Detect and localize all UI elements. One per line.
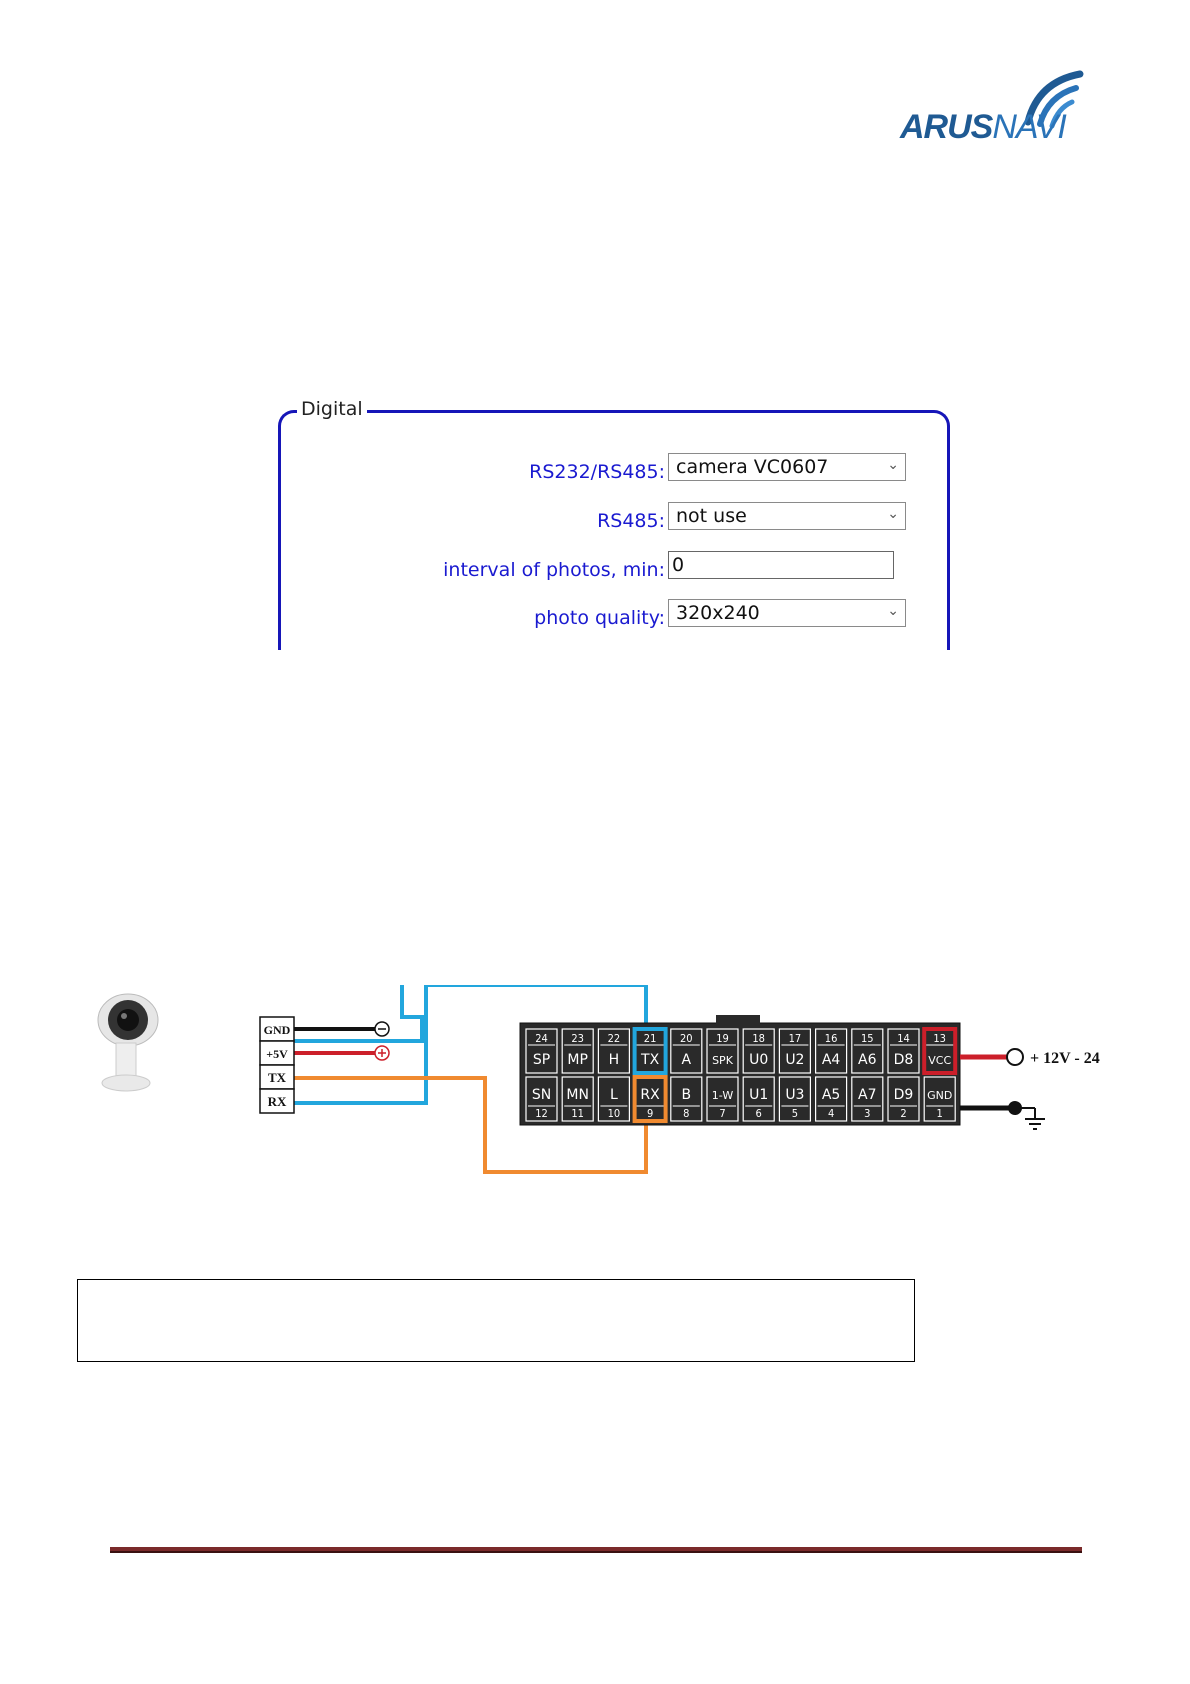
power-label: + 12V - 24 <box>1030 1050 1100 1067</box>
pin-number: 8 <box>683 1107 690 1120</box>
pin-name: A <box>681 1052 692 1068</box>
setting-row-photo-quality <box>281 599 953 629</box>
pin-number: 6 <box>755 1107 762 1120</box>
pin-name: D8 <box>893 1052 914 1068</box>
pin-number: 18 <box>752 1032 765 1045</box>
pin-number: 2 <box>900 1107 907 1120</box>
pin-number: 4 <box>827 1107 835 1120</box>
interval-input[interactable]: 0 <box>668 551 894 579</box>
pin-name: TX <box>641 1052 660 1068</box>
panel-legend: Digital <box>297 398 367 420</box>
pin-name: A4 <box>821 1052 841 1068</box>
arusnavi-logo <box>900 64 1090 154</box>
pin-number: 24 <box>535 1032 548 1045</box>
pin-number: 22 <box>607 1032 621 1045</box>
note-box <box>77 1279 915 1362</box>
pin-number: 13 <box>933 1032 946 1045</box>
pin-name: D9 <box>893 1087 914 1103</box>
pin-name: 1-W <box>711 1089 734 1102</box>
chevron-down-icon: ⌄ <box>887 506 899 522</box>
pin-number: 7 <box>719 1107 726 1120</box>
logo-text-bold: ARUS <box>900 108 993 146</box>
pin-number: 3 <box>864 1107 871 1120</box>
pin-name: U2 <box>785 1052 805 1068</box>
pin-number: 20 <box>680 1032 693 1045</box>
pin-number: 16 <box>824 1032 838 1045</box>
digital-settings-panel <box>278 398 950 650</box>
pin-name: A6 <box>858 1052 877 1068</box>
rs232-rs485-select[interactable] <box>668 453 906 481</box>
select-value: not use <box>676 505 747 527</box>
pin-name: B <box>681 1087 692 1103</box>
pin-number: 1 <box>936 1107 943 1120</box>
photo-quality-select[interactable] <box>668 599 906 627</box>
pin-name: RX <box>640 1087 660 1103</box>
wiring-diagram <box>80 985 1100 1185</box>
chevron-down-icon: ⌄ <box>887 603 899 619</box>
pin-number: 10 <box>607 1107 621 1120</box>
rs485-select[interactable] <box>668 502 906 530</box>
setting-row-rs485 <box>281 502 953 532</box>
camera-pin-label: TX <box>267 1070 287 1085</box>
pin-name: SN <box>531 1087 552 1103</box>
setting-row-rs232-rs485 <box>281 453 953 483</box>
pin-name: VCC <box>928 1054 952 1067</box>
pin-number: 21 <box>643 1032 657 1045</box>
select-value: camera VC0607 <box>676 456 829 478</box>
pin-name: A7 <box>858 1087 877 1103</box>
pin-name: SP <box>532 1052 551 1068</box>
pin-number: 12 <box>535 1107 548 1120</box>
camera-pin-label: +5V <box>266 1047 288 1061</box>
setting-label: interval of photos, min: <box>443 559 665 581</box>
pin-number: 15 <box>861 1032 874 1045</box>
pin-name: GND <box>927 1089 953 1102</box>
select-value: 320x240 <box>676 602 760 624</box>
pin-number: 9 <box>646 1107 654 1120</box>
pin-number: 17 <box>788 1032 802 1045</box>
pin-name: U1 <box>749 1087 769 1103</box>
setting-label: photo quality: <box>534 607 665 629</box>
camera-pin-label: GND <box>263 1023 291 1037</box>
pin-number: 23 <box>571 1032 584 1045</box>
pin-name: H <box>608 1052 620 1068</box>
pin-name: MN <box>566 1087 589 1103</box>
pin-name: U0 <box>749 1052 769 1068</box>
camera-pin-label: RX <box>267 1094 287 1109</box>
setting-label: RS485: <box>597 510 665 532</box>
pin-name: MP <box>567 1052 588 1068</box>
pin-number: 11 <box>571 1107 584 1120</box>
pin-number: 19 <box>716 1032 729 1045</box>
logo-text-light: NAVI <box>992 108 1066 146</box>
pin-number: 14 <box>897 1032 910 1045</box>
pin-name: A5 <box>821 1087 841 1103</box>
logo-wordmark <box>900 108 1066 147</box>
chevron-down-icon: ⌄ <box>887 457 899 473</box>
footer-rule <box>110 1547 1082 1553</box>
pin-number: 5 <box>791 1107 799 1120</box>
pin-name: U3 <box>785 1087 805 1103</box>
camera-icon <box>98 994 158 1091</box>
pin-name: SPK <box>712 1054 733 1067</box>
pin-name: L <box>609 1087 618 1103</box>
camera-pin-block <box>260 1017 294 1113</box>
setting-label: RS232/RS485: <box>529 461 665 483</box>
setting-row-interval <box>281 551 953 581</box>
